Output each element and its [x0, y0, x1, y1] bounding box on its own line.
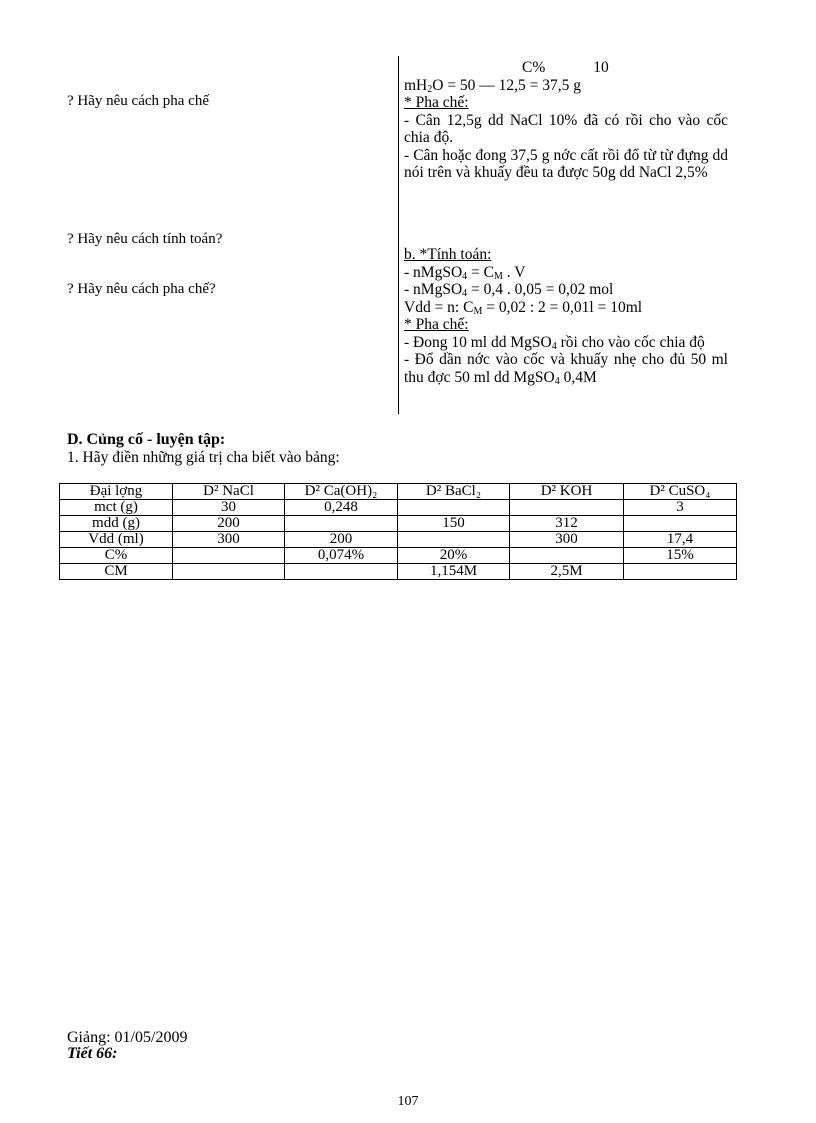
step-3: - Đong 10 ml dd MgSO$_4$ rồi cho vào cốc chia độ — [404, 333, 705, 352]
table-cell: 300 — [510, 532, 624, 548]
table-cell: CM — [60, 564, 173, 580]
data-table — [59, 483, 737, 580]
table-cell: 300 — [173, 532, 285, 548]
table-cell — [398, 500, 510, 516]
table-cell — [173, 548, 285, 564]
table-row — [60, 548, 737, 564]
table-row — [60, 516, 737, 532]
table-row — [60, 500, 737, 516]
table-cell — [624, 564, 737, 580]
table-cell — [510, 500, 624, 516]
table-cell: Vdd (ml) — [60, 532, 173, 548]
calc-line-1: - nMgSO$_4$ = $C_M$ . V — [404, 263, 526, 282]
page-number: 107 — [397, 1094, 419, 1109]
pha-che-heading-1: * Pha chế: — [404, 94, 469, 111]
header-cell: D² NaCl — [173, 484, 285, 500]
table-cell — [285, 516, 398, 532]
header-cell: D² CuSO₄ — [624, 484, 737, 500]
table-cell — [173, 564, 285, 580]
table-cell: 150 — [398, 516, 510, 532]
header-cell: D² Ca(OH)₂ — [285, 484, 398, 500]
table-cell: 1,154M — [398, 564, 510, 580]
pha-che-heading-2: * Pha chế: — [404, 316, 469, 333]
header-cell: Đại lợng — [60, 484, 173, 500]
question-tinh-toan: ? Hãy nêu cách tính toán? — [67, 231, 223, 247]
table-cell — [285, 564, 398, 580]
step-4: - Đổ dần nớc vào cốc và khuấy nhẹ cho đủ 50 ml thu đợc 50 ml dd MgSO$_4$ 0,4M — [404, 351, 728, 387]
section-title: D. Củng cố - luyện tập: — [67, 431, 226, 448]
table-cell: 2,5M — [510, 564, 624, 580]
table-cell: 0,248 — [285, 500, 398, 516]
fraction-line: C% 10 — [522, 59, 609, 76]
exercise-text: 1. Hãy điền những giá trị cha biết vào bảng: — [67, 449, 340, 466]
table-cell: C% — [60, 548, 173, 564]
table-cell — [398, 532, 510, 548]
step-1: - Cân 12,5g dd NaCl 10% đã có rồi cho vào cốc chia độ. — [404, 111, 728, 146]
table-header-row — [60, 484, 737, 500]
answer-column-b — [404, 246, 728, 386]
step-2: - Cân hoặc đong 37,5 g nớc cất rồi đổ từ từ đựng dd nói trên và khuấy đều ta được 50g dd NaCl 2,5% — [404, 146, 728, 181]
table-cell: 200 — [285, 532, 398, 548]
table-cell: 200 — [173, 516, 285, 532]
table-cell: 20% — [398, 548, 510, 564]
answer-column — [404, 59, 728, 182]
lesson-number: Tiết 66: — [67, 1045, 118, 1062]
table-cell: 312 — [510, 516, 624, 532]
table-cell — [624, 516, 737, 532]
lesson-date: Giảng: 01/05/2009 — [67, 1029, 188, 1046]
table-cell: 3 — [624, 500, 737, 516]
table-cell: mct (g) — [60, 500, 173, 516]
table-cell: 0,074% — [285, 548, 398, 564]
table-row — [60, 532, 737, 548]
table-row — [60, 564, 737, 580]
header-cell: D² BaCl₂ — [398, 484, 510, 500]
table-cell: mdd (g) — [60, 516, 173, 532]
question-pha-che-2: ? Hãy nêu cách pha chế? — [67, 281, 216, 297]
calc-line-2: - nMgSO$_4$ = 0,4 . 0,05 = 0,02 mol — [404, 281, 614, 299]
table-cell: 30 — [173, 500, 285, 516]
table-cell: 15% — [624, 548, 737, 564]
question-pha-che: ? Hãy nêu cách pha chế — [67, 93, 210, 109]
water-mass-line: $mH_2O = 50$ — 12,5 = 37,5 g — [404, 76, 582, 95]
calc-line-3: Vdd = n: $C_M = 0,02$ : 2 = 0,01l = 10ml — [404, 298, 643, 317]
header-cell: D² KOH — [510, 484, 624, 500]
table-cell — [510, 548, 624, 564]
tinh-toan-heading: b. *Tính toán: — [404, 246, 492, 263]
table-cell: 17,4 — [624, 532, 737, 548]
column-divider — [398, 56, 399, 414]
